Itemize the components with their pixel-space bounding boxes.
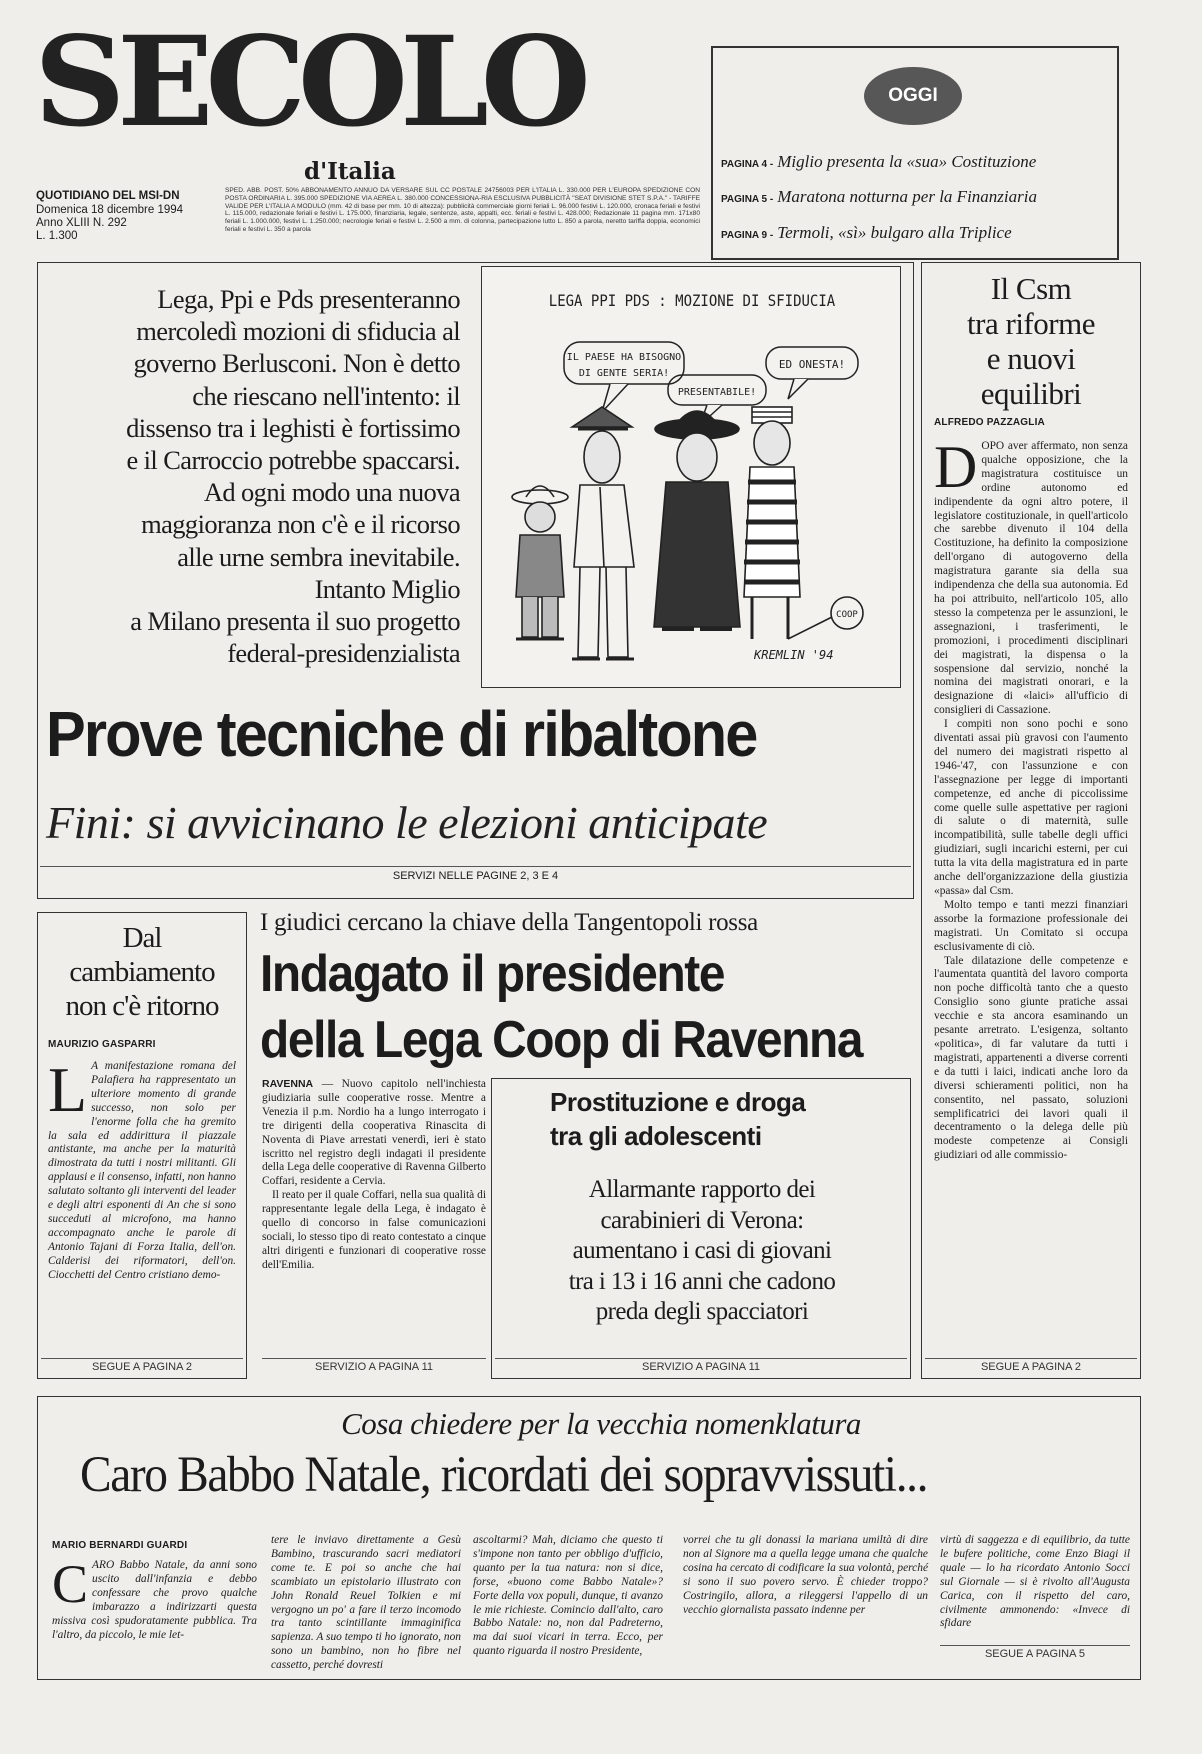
lead-summary-line: alle urne sembra inevitabile. <box>177 541 460 572</box>
csm-paragraph: I compiti non sono pochi e sono diventati assai più gravosi con l'aumento del numero dei magistrati rispetto al 1946-'47, con l'assunzione e con l'assegnazione per legge di importanti competenze, ed anche di piccolissime come quelle sulle aspettative per ragioni di salute o di maternità, sulle incompatibilità, sulle tabelle degli uffici giudiziari, sugli incarichi esterni, per cui tutta la vita della magistratura ed in parte anche dell'organizzazione della giustizia «passa» dal Csm. <box>934 718 1128 897</box>
oggi-item[interactable] <box>721 223 1012 243</box>
lead-summary-line: e il Carroccio potrebbe spaccarsi. <box>126 445 460 476</box>
coop-text: — Nuovo capitolo nell'inchiesta giudiziaria sulle cooperative rosse. Mentre a Venezia il p.m. Nordio ha a lungo interrogato i tre dirigenti della cooperativa Rinascita di Noventa di Piave arrestati venerdì, ieri è stato iscritto nel registro degli indagati il presidente della Lega delle cooperative di Ravenna Gilberto Coffari, residente a Cervia. <box>262 1078 486 1188</box>
cartoon-signature: KREMLIN '94 <box>754 648 834 662</box>
cartoon-frame <box>481 266 901 688</box>
lead-summary-line: che riescano nell'intento: il <box>192 380 460 411</box>
lead-summary-line: maggioranza non c'è e il ricorso <box>141 509 460 540</box>
cartoon-figure-convict <box>744 407 863 639</box>
lead-summary-line: Ad ogni modo una nuova <box>203 477 460 508</box>
oggi-item[interactable] <box>721 152 1036 172</box>
dal-box <box>37 912 247 1379</box>
masthead-issue: Anno XLIII N. 292 <box>36 217 127 229</box>
csm-title-line: Il Csm <box>990 271 1072 306</box>
drugs-summary-line: Allarmante rapporto dei <box>588 1176 816 1203</box>
coop-body <box>262 1078 486 1354</box>
natale-col: tere le inviavo direttamente a Gesù Bambino, trascurando sacri mediatori come te. E poi so anche che hai scambiato un epistolario illustrato con John Ronald Reuel Tolkien e mi vergogno un po' a fare il terzo incomodo tra tanto scintillante immaginifica sapienza. A suo tempo ti ho ignorato, non sono un bambino, non ho fibre nel cassetto, perché dovresti <box>271 1534 461 1672</box>
lead-subheadline: Fini: si avvicinano le elezioni anticipate <box>46 797 768 848</box>
cartoon-figure-suit <box>572 407 634 659</box>
lead-services: SERVIZI NELLE PAGINE 2, 3 E 4 <box>40 866 911 882</box>
dal-title <box>48 921 236 1023</box>
coop-kicker: I giudici cercano la chiave della Tangentopoli rossa <box>260 909 758 936</box>
csm-paragraph: Molto tempo e tanti mezzi finanziari assorbe la formazione professionale dei magistrati. Un Comitato si occupa esclusivamente di ciò. <box>934 898 1128 953</box>
masthead-date: Domenica 18 dicembre 1994 <box>36 204 184 216</box>
lead-summary-line: federal-presidenzialista <box>227 638 460 669</box>
coop-paragraph <box>262 1078 486 1189</box>
masthead-price: L. 1.300 <box>36 230 78 242</box>
natale-headline: Caro Babbo Natale, ricordati dei sopravvissuti... <box>80 1447 928 1503</box>
oggi-item-page: PAGINA 4 - <box>721 159 774 170</box>
natale-col <box>52 1540 257 1664</box>
masthead-title: SECOLO <box>34 10 583 155</box>
cartoon-ball-label: COOP <box>836 610 858 620</box>
csm-title-line: equilibri <box>980 376 1082 411</box>
drugs-headline-line: tra gli adolescenti <box>550 1121 762 1151</box>
oggi-item-title: Maratona notturna per la Finanziaria <box>777 187 1037 206</box>
dal-title-line: cambiamento <box>69 956 215 988</box>
lead-summary-line: a Milano presenta il suo progetto <box>130 606 460 637</box>
dal-title-line: non c'è ritorno <box>65 990 219 1022</box>
lead-summary-line: Lega, Ppi e Pds presenteranno <box>157 284 460 314</box>
dal-paragraph <box>48 1054 236 1360</box>
dal-text: A manifestazione romana del Palafiera ha rappresentato un ulteriore momento di grande successo, non solo per l'enorme folla che ha gremito la sala ed addirittura il piazzale antistante, ma anche per la maturità dimostrata da tutti i nostri militanti. Gli applausi e il consenso, infatti, non hanno salutato soltanto gli interventi del leader e degli altri esponenti di An che si sono succeduti al microfono, ma hanno accompagnato anche le parole di Antonio Tajani di Forza Italia, dell'on. Calderisi dei riformatori, dell'on. Ciocchetti del Centro cristiano demo- <box>48 1060 236 1281</box>
csm-dropcap: D <box>934 434 978 500</box>
csm-paragraph <box>934 434 1128 718</box>
drugs-summary <box>492 1175 912 1328</box>
natale-footer[interactable]: SEGUE A PAGINA 5 <box>940 1645 1130 1660</box>
bubble-text: DI GENTE SERIA! <box>578 368 670 379</box>
bubble-text: IL PAESE HA BISOGNO <box>566 352 682 363</box>
natale-col: virtù di saggezza e di equilibrio, da tutte le bufere politiche, come Enzo Biagi il quale — lo ha ricordato Antonio Socci sul Giornale — si è rivolto all'Augusta Carica, con il rispetto del caro, civilmente ammonendo: «Invece di sfidare <box>940 1534 1130 1630</box>
cartoon-illustration <box>482 267 898 685</box>
oggi-badge: OGGI <box>864 67 962 125</box>
coop-headline-1: Indagato il presidente <box>260 945 725 1003</box>
cartoon-caption: LEGA PPI PDS : MOZIONE DI SFIDUCIA <box>548 291 836 311</box>
lead-summary <box>50 283 460 669</box>
oggi-box <box>711 46 1119 260</box>
lead-headline: Prove tecniche di ribaltone <box>46 698 757 770</box>
csm-box <box>921 262 1141 1379</box>
drugs-headline <box>550 1085 805 1153</box>
lead-summary-line: dissenso tra i leghisti è fortissimo <box>126 412 460 443</box>
dal-byline: MAURIZIO GASPARRI <box>48 1039 156 1050</box>
drugs-box <box>491 1078 911 1379</box>
oggi-item-title: Miglio presenta la «sua» Costituzione <box>777 152 1037 171</box>
natale-kicker: Cosa chiedere per la vecchia nomenklatura <box>341 1406 861 1441</box>
oggi-item[interactable] <box>721 187 1037 207</box>
drugs-headline-line: Prostituzione e droga <box>550 1087 806 1117</box>
dal-title-line: Dal <box>122 922 162 954</box>
csm-title <box>934 271 1128 411</box>
dal-dropcap: L <box>48 1054 88 1125</box>
coop-dateline: RAVENNA <box>262 1078 314 1090</box>
coop-paragraph: Il reato per il quale Coffari, nella sua qualità di rappresentante legale della Lega, è indagato è quello di concorso in false comunicazioni sociali, lo stesso tipo di reato contestato a cinque altri dirigenti e funzionari di cooperative rosse dell'Emilia. <box>262 1189 486 1271</box>
drugs-summary-line: carabinieri di Verona: <box>600 1206 804 1234</box>
natale-col: ascoltarmi? Mah, diciamo che questo ti s'impone non tanto per obbligo d'ufficio, quanto per la tua natura: non si dice, forse, «buono come Babbo Natale»? Forte della vox populi, dunque, ti avanzo le mie richieste. Comincio dall'alto, caro Babbo Natale: no, non dal Padreterno, ma dai suoi vicari in terra. Ecco, per quanto riguarda il nostro Presidente, <box>473 1534 663 1658</box>
csm-paragraph: Tale dilatazione delle competenze e l'aumentata quantità del lavoro comporta non poche difficoltà tanto che a questo Consiglio sono giunte pratiche assai vecchie e sta ancora esaminando un pesante arretrato. L'esigenza, soltanto «politica», di far valutare da tutti i magistrati, appartenenti a diverse correnti e da tutti i laici, indicati anche loro da diversi schieramenti politici, non ha consentito, nel passato, soluzioni semplificatrici dei lavori quali il decentramento o la delega delle più modeste competenze ai Consigli giudiziari od alle commissio- <box>934 954 1128 1162</box>
natale-text: ARO Babbo Natale, da anni sono uscito dall'infanzia e debbo confessare che provo qualche imbarazzo a indirizzarti questa missiva così spudoratamente pubblica. Tra l'altro, da piccolo, le mie let- <box>52 1559 257 1641</box>
dal-footer[interactable]: SEGUE A PAGINA 2 <box>41 1358 243 1373</box>
coop-footer[interactable]: SERVIZIO A PAGINA 11 <box>262 1358 486 1373</box>
oggi-item-page: PAGINA 5 - <box>721 194 774 205</box>
masthead-fineprint: SPED. ABB. POST. 50% ABBONAMENTO ANNUO DA VERSARE SUL CC POSTALE 24756003 PER L'ITALIA L. 330.000 PER L'EUROPA SPEDIZIONE CON POSTA ORDINARIA L. 395.000 SPEDIZIONE VIA AEREA L. 380.000 CONCESSIONA-RIA ESCLUSIVA PUBBLICITÀ "SEAT DIVISIONE STET S.P.A." - TARIFFE VALIDE PER L'ITALIA A MODULO (mm. 42 di base per mm. 10 di altezza): pubblicità commerciale giorni feriali L. 96.000 festivi L. 120.000, cronaca feriali e festivi L. 115.000, redazionale feriali e festivi L. 175.000, finanziaria, legale, sentenze, aste, appalti, ecc. feriali e festivi L. 428.000; Redazionale 11 pagina mm. 171x80 feriali L. 1.000.000, festivi L. 1.250.000; necrologie feriali e festivi L. 2.500 a mm. di colonna, partecipazione lutto L. 850 a parola, neretto tariffa doppia, economici feriali e festivi L. 350 a parola <box>225 187 700 233</box>
oggi-item-page: PAGINA 9 - <box>721 230 774 241</box>
natale-dropcap: C <box>52 1554 89 1614</box>
masthead-party: QUOTIDIANO DEL MSI-DN <box>36 190 180 202</box>
drugs-summary-line: aumentano i casi di giovani <box>572 1237 832 1264</box>
oggi-item-title: Termoli, «sì» bulgaro alla Triplice <box>777 223 1012 242</box>
bubble-text: PRESENTABILE! <box>677 387 757 398</box>
natale-byline: MARIO BERNARDI GUARDI <box>52 1540 188 1551</box>
drugs-footer[interactable]: SERVIZIO A PAGINA 11 <box>495 1358 907 1373</box>
bubble-text: ED ONESTA! <box>778 358 846 371</box>
cartoon-figure-priest <box>654 411 740 629</box>
lead-summary-line: mercoledì mozioni di sfiducia al <box>136 316 460 347</box>
lead-summary-line: governo Berlusconi. Non è detto <box>133 348 460 379</box>
natale-paragraph <box>52 1554 257 1642</box>
lead-summary-line: Intanto Miglio <box>314 573 460 604</box>
coop-headline-2: della Lega Coop di Ravenna <box>260 1011 863 1069</box>
csm-byline: ALFREDO PAZZAGLIA <box>934 417 1045 428</box>
csm-title-line: e nuovi <box>986 341 1076 376</box>
csm-text: OPO aver affermato, non senza qualche opposizione, che la magistratura costituisce un ordine autonomo ed indipendente da ogni altro potere, il legislatore costituzionale, in quell'articolo che sarebbe divenuto il 104 della Costituzione, ha definito la composizione dell'organo di autogoverno della magistratura garante sia della sua indipendenza che della sua autonomia. Ed ha poi attribuito, nell'articolo 105, allo stesso la competenza per le assunzioni, le assegnazioni, i trasferimenti, le promozioni, i procedimenti disciplinari dei magistrati, la dispensa o la sospensione dal servizio, nonché la nomina dei magistrati onorari, e la designazione di «laici» all'ufficio di consiglieri di Cassazione. <box>934 440 1128 717</box>
masthead-subtitle: d'Italia <box>304 158 396 185</box>
natale-col: vorrei che tu gli donassi la mariana umiltà di dire non al Signore ma a quella legge umana che qualche cosina ha cercato di codificare la sua volontà, perché si sono il suo povero servo. È chieder troppo? Costringilo, allora, a rileggersi l'appello di un vecchio giornalista passato indenne per <box>683 1534 928 1616</box>
cartoon-figure-cowboy <box>512 486 568 639</box>
csm-footer[interactable]: SEGUE A PAGINA 2 <box>925 1358 1137 1373</box>
drugs-summary-line: tra i 13 i 16 anni che cadono <box>568 1267 836 1295</box>
csm-title-line: tra riforme <box>967 306 1095 341</box>
drugs-summary-line: preda degli spacciatori <box>595 1298 809 1325</box>
